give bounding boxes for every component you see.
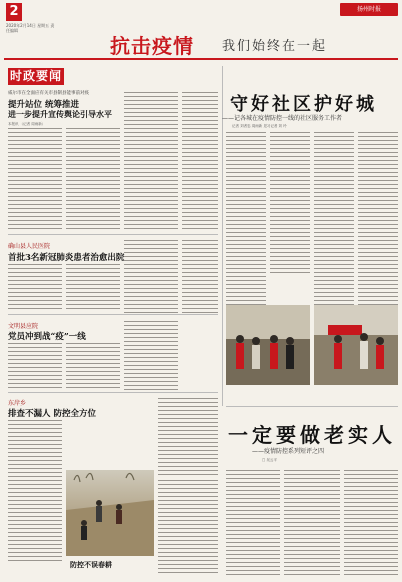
lead-byline: 本报讯 （记者 周雨新） xyxy=(8,122,46,126)
second-body-col1 xyxy=(8,264,62,312)
lead-body-col2 xyxy=(66,128,120,232)
second-body-col2 xyxy=(66,264,120,312)
third-kicker: 文明县应院 xyxy=(8,323,39,330)
fourth-headline: 排查不漏人 防控全方位 xyxy=(8,409,96,419)
third-body-col2 xyxy=(66,343,120,391)
fifth-body xyxy=(158,480,218,576)
field-work-illustration xyxy=(66,470,154,556)
fourth-body-col1 xyxy=(8,420,62,564)
lead-headline: 提升站位 统筹推进 xyxy=(8,100,79,110)
commentary-body-col3 xyxy=(344,470,398,578)
second-body-col3 xyxy=(124,240,178,316)
third-body-col3 xyxy=(124,321,178,393)
divider xyxy=(226,406,398,407)
photo-street-checkpoint xyxy=(314,305,398,385)
newspaper-logo: 扬州时报 xyxy=(340,3,398,16)
column-banner: 时政要闻 xyxy=(9,69,62,83)
third-body-col1 xyxy=(8,343,62,391)
commentary-author: □ 吴云平 xyxy=(262,458,277,462)
third-headline: 党员冲到战“疫”一线 xyxy=(8,332,86,342)
divider xyxy=(8,392,218,393)
photo-field-work xyxy=(66,470,154,556)
page-title: 抗击疫情 xyxy=(110,34,194,58)
commentary-body-col1 xyxy=(226,470,280,578)
lead-kicker: 威尔市在全面应有关市县制县能事前对疫 xyxy=(8,91,89,96)
fourth-body-col2 xyxy=(158,398,218,478)
second-kicker: 确山县人民医院 xyxy=(8,243,51,250)
commentary-title: 一定要做老实人 xyxy=(228,423,396,447)
lead-body-col4 xyxy=(182,92,218,232)
feature-byline: 记者 刘者忠 周雨新 见习记者 刘 玲 xyxy=(232,124,287,128)
feature-title: 守好社区护好城 xyxy=(230,94,377,115)
lead-body-col1 xyxy=(8,128,62,232)
commentary-body-col2 xyxy=(284,470,340,578)
masthead xyxy=(0,0,402,62)
fourth-kicker: 东岸乡 xyxy=(8,400,27,407)
masthead-rule xyxy=(4,58,398,60)
lead-subhead: 进一步提升宣传舆论引导水平 xyxy=(8,109,112,119)
page-slogan: 我们始终在一起 xyxy=(222,39,328,54)
divider xyxy=(8,234,218,235)
second-body-col4 xyxy=(182,240,218,316)
volunteers-illustration xyxy=(226,305,310,385)
feature-subtitle: ——记各城在疫情防控一线的社区服务工作者 xyxy=(222,115,343,122)
divider xyxy=(8,314,218,315)
commentary-subtitle: ——疫情防控系列短评之四 xyxy=(252,448,325,455)
second-headline: 首批3名新冠肺炎患者治愈出院 xyxy=(8,253,125,263)
fifth-headline: 防控不误春耕 xyxy=(70,560,112,569)
photo-community-volunteers xyxy=(226,305,310,385)
page-number: 2 xyxy=(6,3,22,21)
feature-body-col2 xyxy=(270,132,310,276)
lead-body-col3 xyxy=(124,92,178,232)
issue-date: 2020年2月14日 星期五 责任编辑 xyxy=(6,23,55,33)
street-checkpoint-illustration xyxy=(314,305,398,385)
